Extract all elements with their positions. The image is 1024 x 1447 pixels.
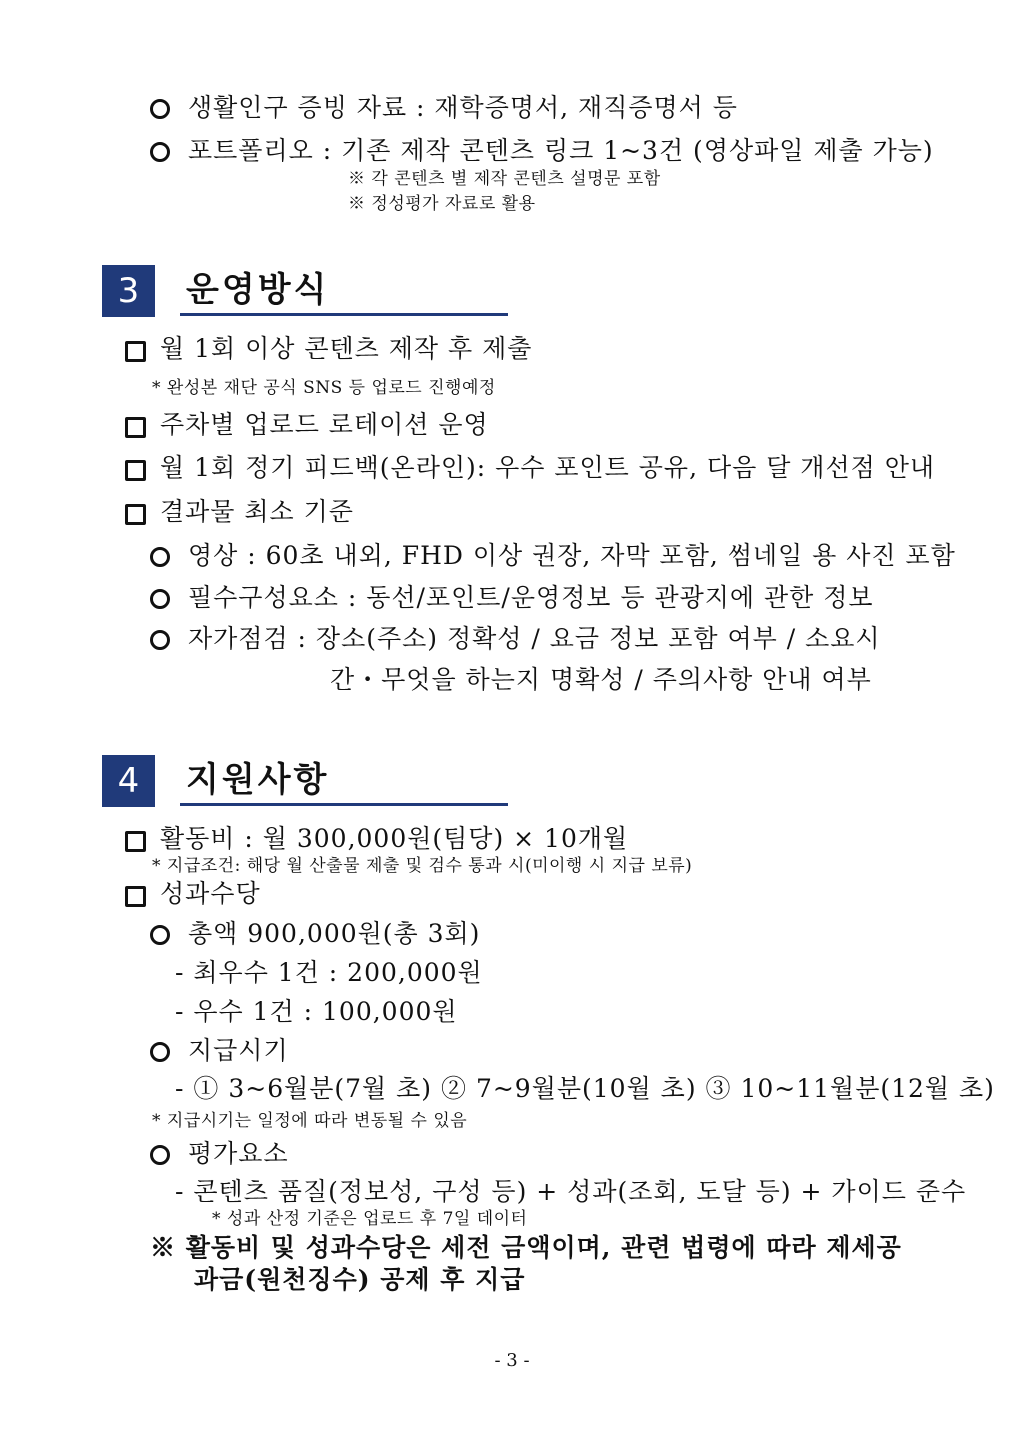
bonus-evaluation-formula: - 콘텐츠 품질(정보성, 구성 등) + 성과(조회, 도달 등) + 가이드 준수: [175, 1177, 967, 1206]
section-underline: [180, 803, 508, 806]
bonus-excellent-award: - 우수 1건 : 100,000원: [175, 997, 458, 1026]
intro-item-portfolio: 포트폴리오 : 기존 제작 콘텐츠 링크 1~3건 (영상파일 제출 가능): [188, 136, 934, 165]
intro-note-description: ※ 각 콘텐츠 별 제작 콘텐츠 설명문 포함: [348, 169, 661, 189]
circle-bullet-icon: [150, 630, 170, 650]
page-number: - 3 -: [494, 1350, 530, 1371]
criteria-self-check: 자가점검 : 장소(주소) 정확성 / 요금 정보 포함 여부 / 소요시: [188, 624, 881, 653]
bonus-payment-timing: 지급시기: [188, 1036, 289, 1065]
square-bullet-icon: [125, 341, 146, 362]
square-bullet-icon: [125, 831, 146, 852]
ops-upload-note: * 완성본 재단 공식 SNS 등 업로드 진행예정: [152, 378, 496, 398]
section-number-box: 4: [102, 755, 155, 807]
support-performance-bonus: 성과수당: [160, 879, 261, 908]
bonus-top-award: - 최우수 1건 : 200,000원: [175, 958, 483, 987]
ops-monthly-production: 월 1회 이상 콘텐츠 제작 후 제출: [160, 334, 533, 363]
square-bullet-icon: [125, 417, 146, 438]
tax-notice-cont: 과금(원천징수) 공제 후 지급: [194, 1265, 526, 1294]
circle-bullet-icon: [150, 1145, 170, 1165]
ops-minimum-criteria: 결과물 최소 기준: [160, 497, 354, 526]
section-title: 지원사항: [186, 760, 330, 800]
circle-bullet-icon: [150, 1042, 170, 1062]
intro-note-evaluation: ※ 정성평가 자료로 활용: [348, 194, 536, 214]
criteria-required-elements: 필수구성요소 : 동선/포인트/운영정보 등 관광지에 관한 정보: [188, 583, 874, 612]
bonus-payment-schedule: - ① 3~6월분(7월 초) ② 7~9월분(10월 초) ③ 10~11월분(12월 초): [175, 1074, 995, 1103]
ops-weekly-rotation: 주차별 업로드 로테이션 운영: [160, 410, 489, 439]
circle-bullet-icon: [150, 142, 170, 162]
bonus-timing-note: * 지급시기는 일정에 따라 변동될 수 있음: [152, 1111, 468, 1131]
bonus-evaluation-factors: 평가요소: [188, 1139, 289, 1168]
section-number-box: 3: [102, 265, 155, 317]
support-activity-fee: 활동비 : 월 300,000원(팀당) × 10개월: [160, 824, 629, 853]
section-underline: [180, 313, 508, 316]
criteria-self-check-cont: 간・무엇을 하는지 명확성 / 주의사항 안내 여부: [330, 665, 872, 694]
circle-bullet-icon: [150, 589, 170, 609]
bonus-evaluation-note: * 성과 산정 기준은 업로드 후 7일 데이터: [212, 1209, 528, 1229]
ops-monthly-feedback: 월 1회 정기 피드백(온라인): 우수 포인트 공유, 다음 달 개선점 안내: [160, 453, 936, 482]
bonus-total: 총액 900,000원(총 3회): [188, 919, 481, 948]
square-bullet-icon: [125, 460, 146, 481]
tax-notice: ※ 활동비 및 성과수당은 세전 금액이며, 관련 법령에 따라 제세공: [150, 1233, 902, 1262]
criteria-video: 영상 : 60초 내외, FHD 이상 권장, 자막 포함, 썸네일 용 사진 포함: [188, 541, 956, 570]
circle-bullet-icon: [150, 99, 170, 119]
square-bullet-icon: [125, 504, 146, 525]
intro-item-residence-proof: 생활인구 증빙 자료 : 재학증명서, 재직증명서 등: [188, 93, 738, 122]
circle-bullet-icon: [150, 547, 170, 567]
section-title: 운영방식: [186, 270, 330, 310]
support-fee-condition-note: * 지급조건: 해당 월 산출물 제출 및 검수 통과 시(미이행 시 지급 보류): [152, 856, 693, 876]
circle-bullet-icon: [150, 925, 170, 945]
square-bullet-icon: [125, 886, 146, 907]
